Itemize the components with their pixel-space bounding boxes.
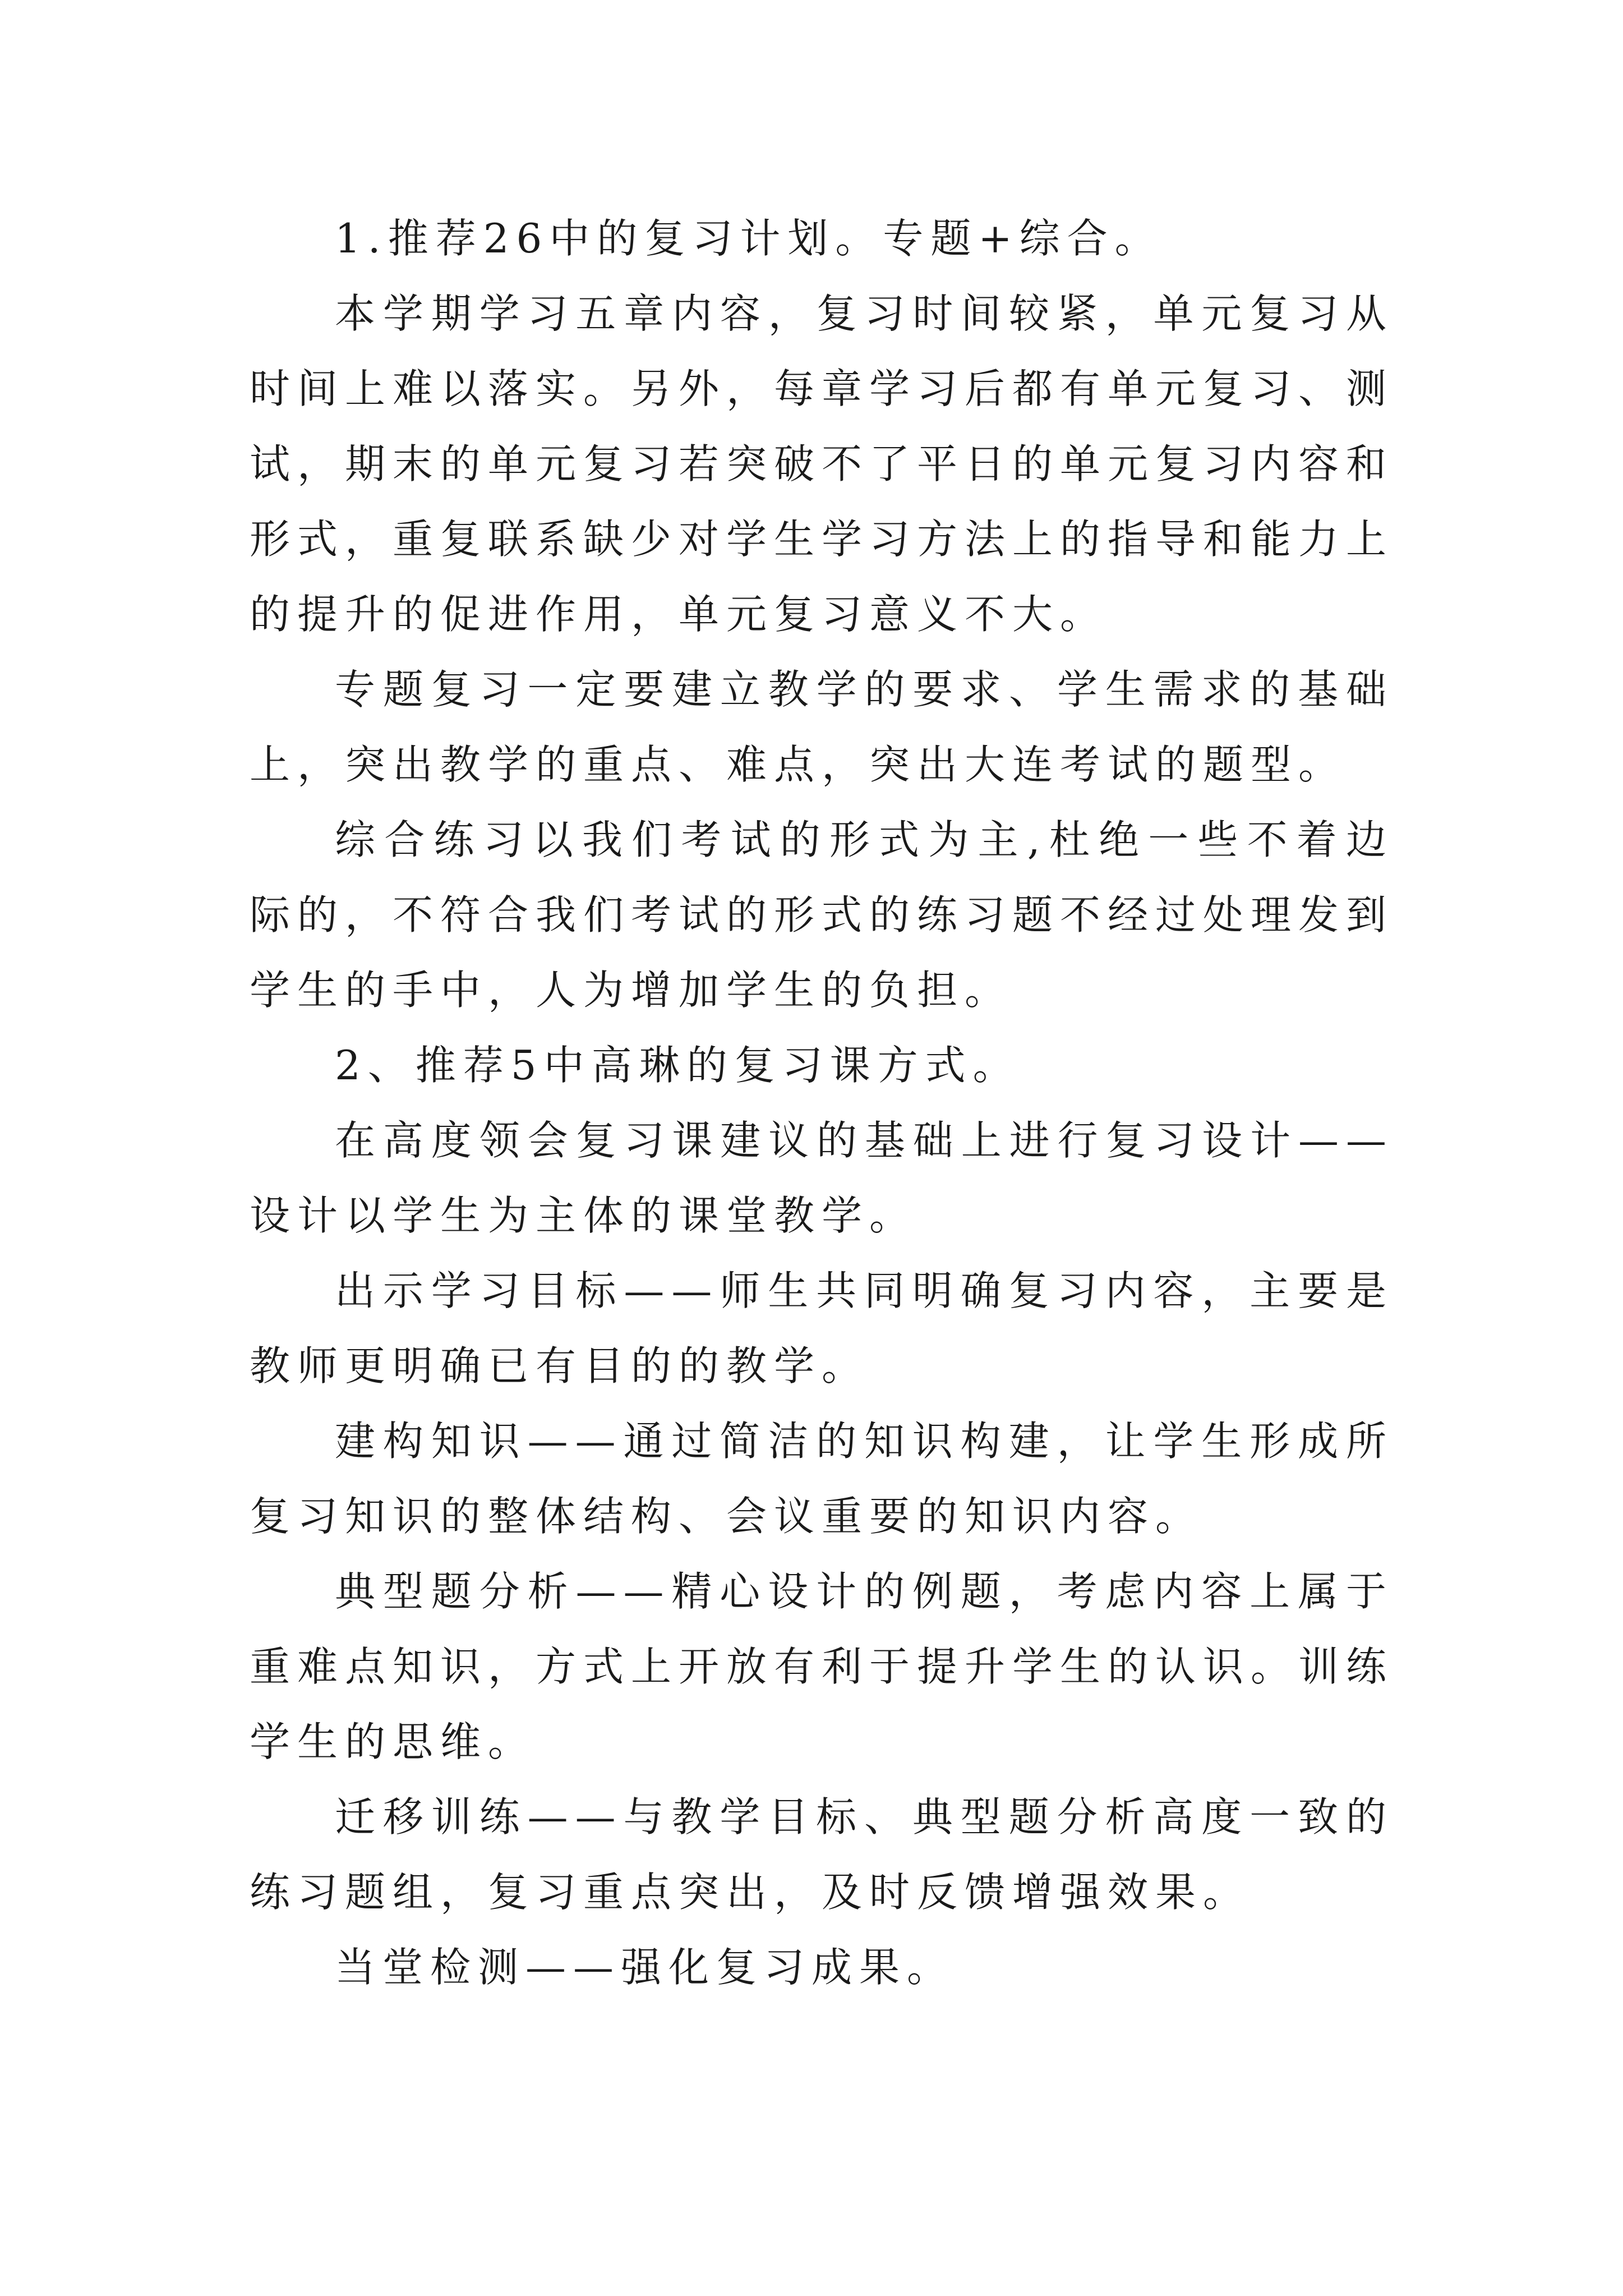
paragraph-learning-goals: 出示学习目标——师生共同明确复习内容，主要是教师更明确已有目的的教学。 [250, 1267, 1394, 1389]
document-body [250, 201, 1394, 2005]
paragraph-build-knowledge: 建构知识——通过简洁的知识构建，让学生形成所复习知识的整体结构、会议重要的知识内容。 [250, 1418, 1394, 1540]
paragraph-review-design: 在高度领会复习课建议的基础上进行复习设计——设计以学生为主体的课堂教学。 [250, 1117, 1394, 1239]
paragraph-typical-problems: 典型题分析——精心设计的例题，考虑内容上属于重难点知识，方式上开放有利于提升学生的认识。训练学生的思维。 [250, 1568, 1394, 1765]
paragraph-method-5: 2、推荐5中高琳的复习课方式。 [335, 1042, 1021, 1089]
paragraph-transfer-training: 迁移训练——与教学目标、典型题分析高度一致的练习题组，复习重点突出，及时反馈增强效果。 [250, 1793, 1394, 1916]
paragraph-in-class-test: 当堂检测——强化复习成果。 [335, 1944, 955, 1991]
paragraph-topic-review: 专题复习一定要建立教学的要求、学生需求的基础上，突出教学的重点、难点，突出大连考试的题型。 [250, 666, 1394, 788]
paragraph-plan-26: 1.推荐26中的复习计划。专题+综合。 [335, 215, 1163, 262]
paragraph-semester-review: 本学期学习五章内容，复习时间较紧，单元复习从时间上难以落实。另外，每章学习后都有单元复习、测试，期末的单元复习若突破不了平日的单元复习内容和形式，重复联系缺少对学生学习方法上的指导和能力上的提升的促进作用，单元复习意义不大。 [250, 290, 1394, 638]
paragraph-comprehensive-practice: 综合练习以我们考试的形式为主,杜绝一些不着边际的，不符合我们考试的形式的练习题不经过处理发到学生的手中，人为增加学生的负担。 [250, 816, 1394, 1014]
